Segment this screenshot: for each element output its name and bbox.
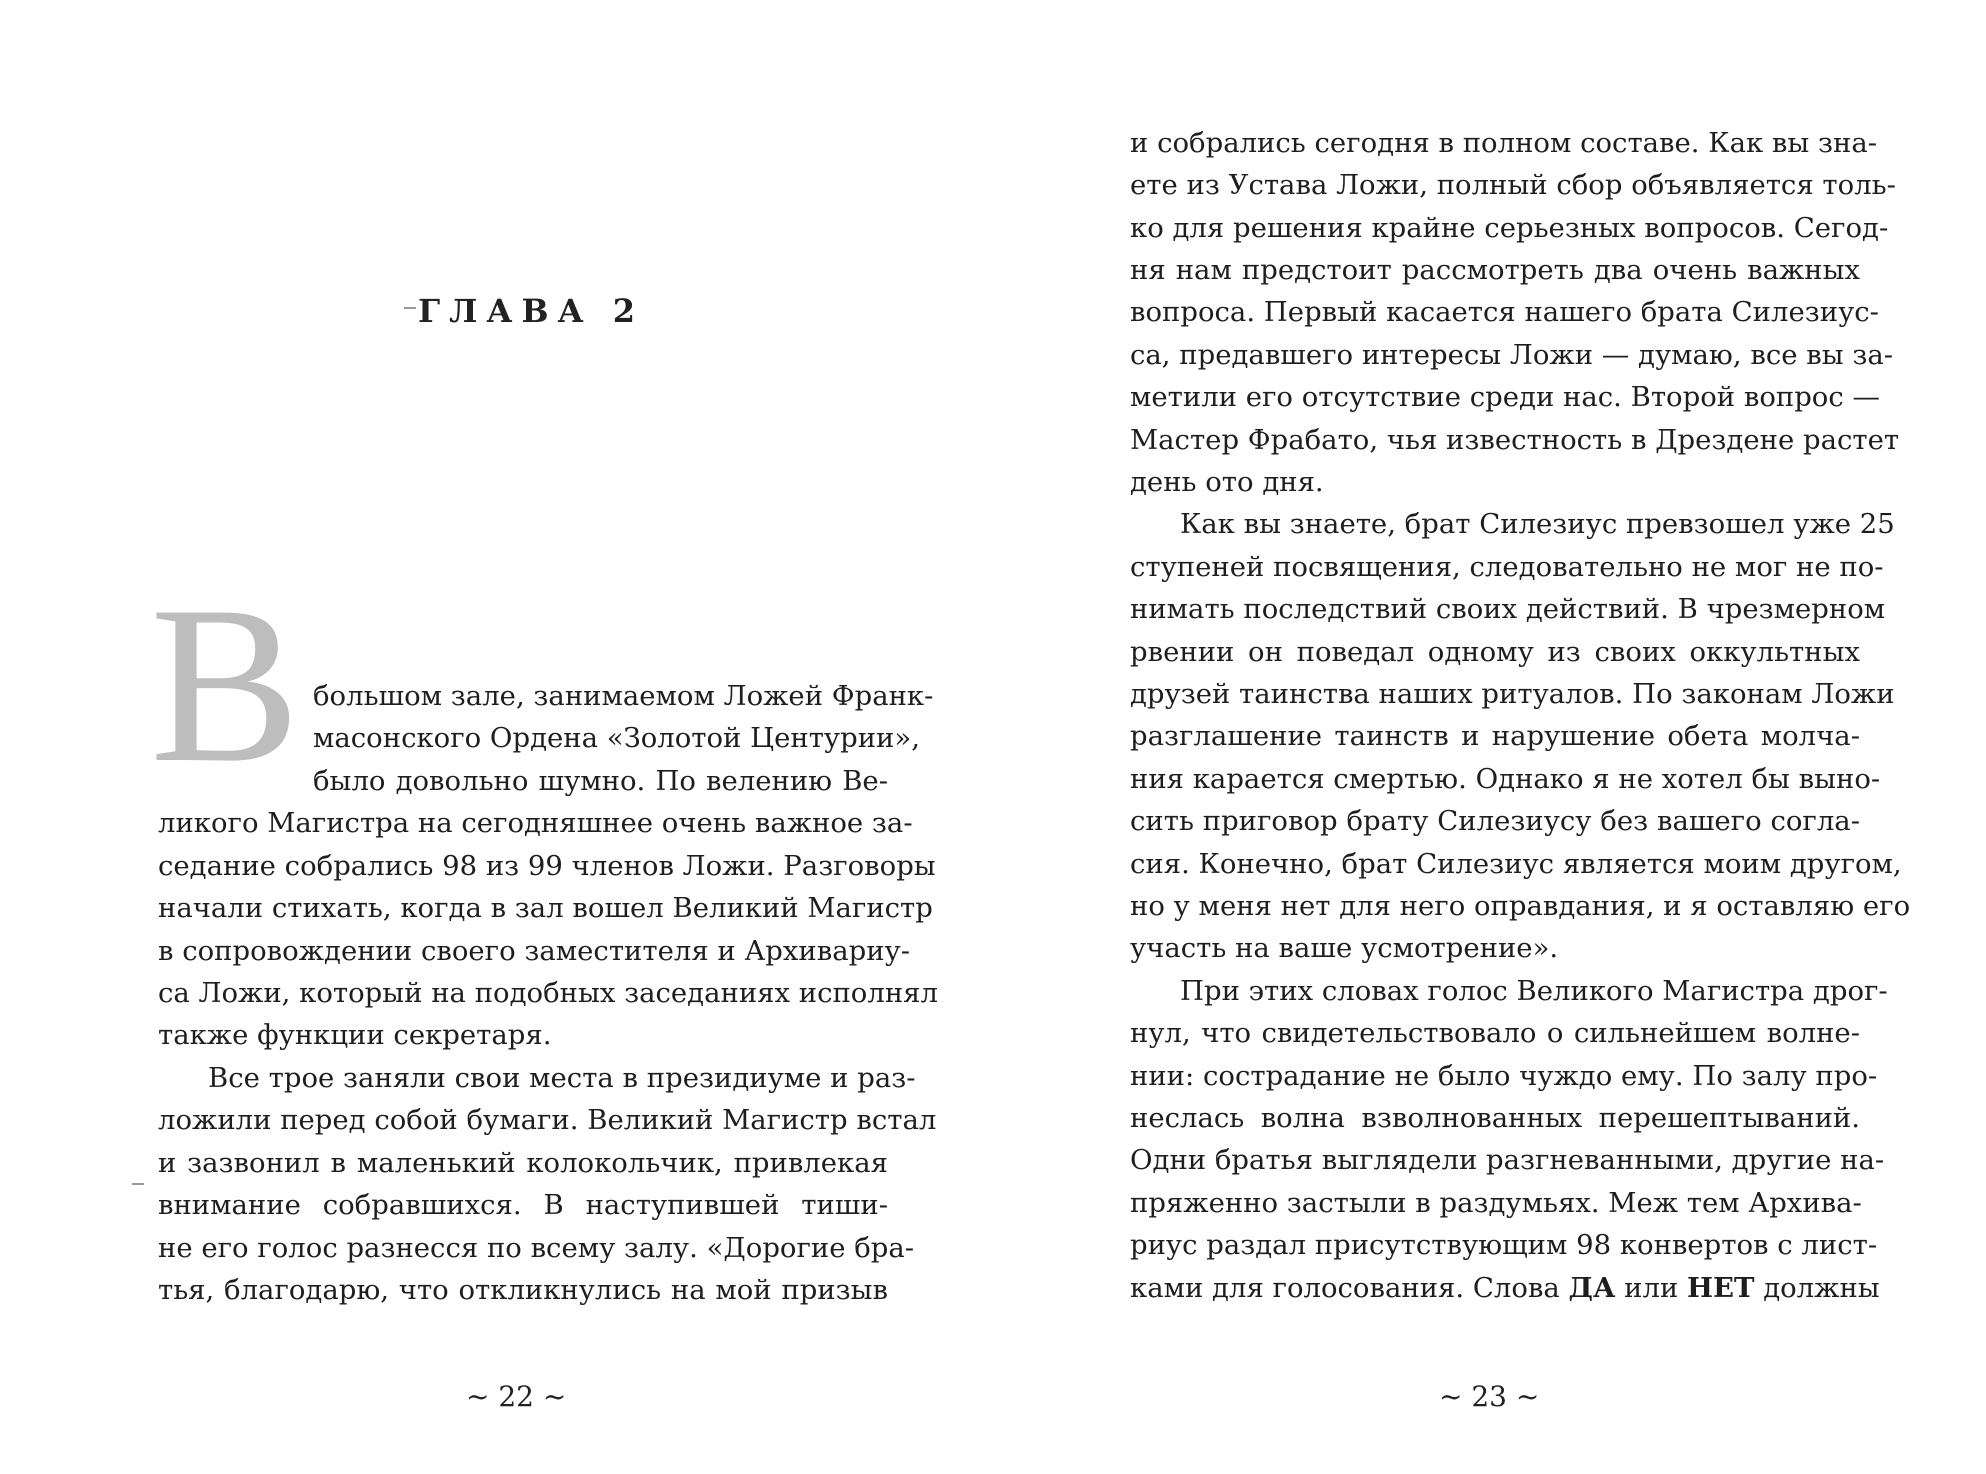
text-line: вопроса. Первый касается нашего брата Силезиус- [1130,296,1879,328]
text-line: ступеней посвящения, следовательно не мог не по- [1130,551,1884,583]
text-line: При этих словах голос Великого Магистра дрог- [1180,975,1888,1007]
chapter-title: ГЛАВА 2 [418,292,644,330]
text-run: ками для голосования. Слова [1130,1272,1569,1304]
text-line: друзей таинства наших ритуалов. По законам Ложи [1130,678,1895,710]
drop-cap: В [150,559,301,809]
text-line: и зазвонил в маленький колокольчик, привлекая [158,1147,888,1179]
bold-word-no: НЕТ [1687,1272,1755,1304]
text-line: риус раздал присутствующим 98 конвертов с лист- [1130,1229,1878,1261]
text-line: внимание собравшихся. В наступившей тиши- [158,1189,888,1221]
text-line: ния карается смертью. Однако я не хотел бы выно- [1130,763,1881,795]
text-line: пряженно застыли в раздумьях. Меж тем Архива- [1130,1187,1862,1219]
text-line: ете из Устава Ложи, полный сбор объявляется толь- [1130,169,1896,201]
text-line: Все трое заняли свои места в президиуме и раз- [208,1062,916,1094]
text-line: ко для решения крайне серьезных вопросов. Сегод- [1130,212,1889,244]
text-line: седание собрались 98 из 99 членов Ложи. Разговоры [158,850,936,882]
text-line: Одни братья выглядели разгневанными, другие на- [1130,1144,1885,1176]
text-line: рвении он поведал одному из своих оккультных [1130,636,1860,668]
text-line: было довольно шумно. По велению Ве- [313,765,888,797]
text-line: ликого Магистра на сегодняшнее очень важное за- [158,807,913,839]
text-line: нимать последствий своих действий. В чрезмерном [1130,593,1886,625]
text-line: но у меня нет для него оправдания, и я оставляю его [1130,890,1911,922]
print-speck [404,307,416,309]
text-line: в сопровождении своего заместителя и Архивариу- [158,935,911,967]
text-line: сить приговор брату Силезиусу без вашего согла- [1130,805,1860,837]
text-line: Мастер Фрабато, чья известность в Дрездене растет [1130,424,1900,456]
text-line: ня нам предстоит рассмотреть два очень важных [1130,254,1860,286]
text-run: или [1615,1272,1688,1304]
bold-word-yes: ДА [1568,1272,1616,1304]
text-line: участь на ваше усмотрение». [1130,932,1559,964]
text-run: должны [1754,1272,1880,1304]
text-line: не его голос разнесся по всему залу. «Дорогие бра- [158,1232,915,1264]
page-number: ~ 23 ~ [1439,1380,1540,1413]
page-number: ~ 22 ~ [466,1380,567,1413]
text-line: нул, что свидетельствовало о сильнейшем волне- [1130,1017,1860,1049]
print-speck [132,1183,144,1185]
text-line: са Ложи, который на подобных заседаниях исполнял [158,977,938,1009]
text-line-with-bold-words [1130,1272,1880,1304]
text-line: ложили перед собой бумаги. Великий Магистр встал [158,1104,937,1136]
text-line: метили его отсутствие среди нас. Второй вопрос — [1130,381,1881,413]
text-line: и собрались сегодня в полном составе. Как вы зна- [1130,127,1878,159]
text-line: большом зале, занимаемом Ложей Франк- [313,680,934,712]
text-line: также функции секретаря. [158,1019,552,1051]
text-line: тья, благодарю, что откликнулись на мой призыв [158,1274,888,1306]
text-line: неслась волна взволнованных перешептываний. [1130,1102,1860,1134]
text-line: масонского Ордена «Золотой Центурии», [313,722,920,754]
right-page [993,0,1986,1474]
text-line: нии: сострадание не было чуждо ему. По залу про- [1130,1060,1878,1092]
text-line: день ото дня. [1130,466,1324,498]
text-line: разглашение таинств и нарушение обета молча- [1130,720,1860,752]
text-line: са, предавшего интересы Ложи — думаю, все вы за- [1130,339,1894,371]
text-line: сия. Конечно, брат Силезиус является моим другом, [1130,848,1902,880]
text-line: Как вы знаете, брат Силезиус превзошел уже 25 [1180,508,1895,540]
text-line: начали стихать, когда в зал вошел Великий Магистр [158,892,933,924]
